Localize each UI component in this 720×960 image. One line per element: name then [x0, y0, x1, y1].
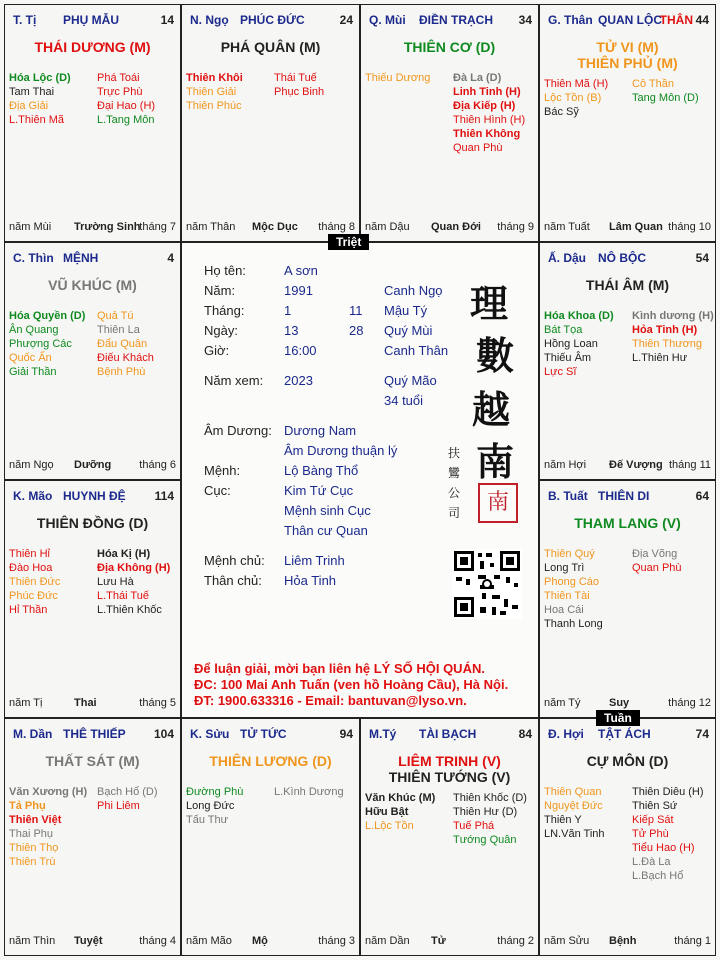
star-item: Nguyệt Đức	[544, 800, 603, 812]
hour-label: Giờ:	[204, 343, 230, 358]
star-item: Tiểu Hao (H)	[632, 842, 695, 854]
palace-number: 54	[695, 251, 709, 265]
star-item: Bệnh Phù	[97, 366, 146, 378]
main-star: TỬ VI (M)	[596, 39, 659, 55]
star-item: L.Thiên Hư	[632, 352, 688, 364]
contact-line-1: Để luận giải, mời bạn liên hệ LÝ SỐ HỘI QUÁN.	[194, 661, 485, 676]
palace-cell-ti[interactable]	[360, 718, 539, 956]
hour-value: 16:00	[284, 343, 317, 358]
star-item: Thiên Hỉ	[9, 548, 50, 560]
star-item: Hỏa Tinh (H)	[632, 324, 698, 336]
life-stage: Mộ	[252, 935, 268, 947]
contact-line-2: ĐC: 100 Mai Anh Tuấn (ven hồ Hoàng Cầu), Hà Nội.	[194, 677, 509, 692]
main-stars	[361, 39, 538, 55]
month-label: tháng 7	[139, 221, 176, 233]
star-item: L.Thiên Khốc	[97, 604, 162, 616]
tuan-tag: Tuần	[596, 710, 640, 726]
right-stars	[274, 71, 324, 99]
star-item: Thiên Quý	[544, 548, 595, 560]
palace-name: TỬ TỨC	[240, 727, 287, 741]
year-label: năm Dần	[365, 935, 410, 947]
main-stars	[540, 753, 715, 769]
star-item: Văn Khúc (M)	[365, 792, 436, 804]
star-item: L.Thái Tuế	[97, 590, 149, 602]
name-value: A sơn	[284, 263, 318, 278]
year-label: năm Hợi	[544, 459, 587, 471]
star-item: Đẩu Quân	[97, 338, 148, 350]
life-stage: Mộc Dục	[252, 221, 298, 233]
main-star: THIÊN PHỦ (M)	[577, 55, 678, 71]
year-solar: 1991	[284, 283, 313, 298]
palace-cell-than[interactable]	[539, 4, 716, 242]
triet-tag: Triệt	[328, 234, 369, 250]
star-item: Long Trì	[544, 562, 585, 574]
life-stage: Tử	[431, 935, 446, 947]
star-item: Giải Thần	[9, 366, 57, 378]
cuc-note-2: Thân cư Quan	[284, 523, 368, 538]
palace-cell-ngo[interactable]	[181, 4, 360, 242]
amduong-note: Âm Dương thuận lý	[284, 443, 398, 458]
life-stage: Đế Vượng	[609, 459, 663, 471]
star-item: Thiếu Âm	[544, 352, 592, 364]
main-stars	[540, 515, 715, 531]
right-stars	[274, 785, 344, 799]
star-item: Hỉ Thần	[9, 604, 48, 616]
left-stars	[365, 791, 435, 833]
star-item: Thiên Quan	[544, 786, 602, 798]
star-item: Thai Phụ	[9, 828, 54, 840]
left-stars	[544, 309, 614, 379]
star-item: Phúc Đức	[9, 590, 58, 602]
left-stars	[9, 547, 60, 617]
month-lunar: Mậu Tý	[384, 303, 428, 318]
right-stars	[97, 309, 154, 379]
star-item: Lực Sĩ	[544, 366, 577, 378]
branch-label: K. Mão	[13, 489, 53, 503]
month-label: tháng 8	[318, 221, 355, 233]
main-star: THIÊN CƠ (D)	[403, 39, 496, 55]
palace-cell-mui[interactable]	[360, 4, 539, 242]
name-label: Họ tên:	[204, 263, 246, 278]
palace-name: TÀI BẠCH	[419, 727, 477, 741]
star-item: Ân Quang	[9, 324, 59, 336]
star-item: Địa Võng	[632, 548, 678, 560]
star-item: Hóa Lộc (D)	[9, 72, 71, 84]
life-stage: Trường Sinh	[74, 221, 141, 233]
star-item: Điếu Khách	[97, 352, 154, 364]
day-lunar-num: 28	[349, 323, 364, 338]
age-value: 34 tuổi	[384, 393, 424, 408]
star-item: Thiên La	[97, 324, 140, 336]
star-item: Thiên Y	[544, 814, 582, 826]
hour-lunar: Canh Thân	[384, 343, 449, 358]
month-label: tháng 1	[674, 935, 711, 947]
branch-label: Q. Mùi	[369, 13, 406, 27]
center-info-panel	[181, 242, 539, 718]
star-item: Linh Tinh (H)	[453, 86, 521, 98]
star-item: Địa Kiếp (H)	[453, 100, 516, 112]
star-item: Thiên Đức	[9, 576, 61, 588]
left-stars	[544, 547, 603, 631]
right-stars	[632, 785, 704, 883]
star-item: Thiên Giải	[186, 86, 237, 98]
main-star: THIÊN LƯƠNG (D)	[209, 753, 332, 769]
palace-number: 4	[167, 251, 174, 265]
star-item: Phong Cáo	[544, 576, 600, 588]
star-item: Trực Phù	[97, 86, 143, 98]
palace-cell-ty[interactable]	[4, 4, 181, 242]
star-item: Tử Phù	[632, 828, 669, 840]
star-item: Văn Xương (H)	[9, 786, 88, 798]
main-star: PHÁ QUÂN (M)	[220, 39, 321, 55]
month-label: tháng 10	[668, 221, 711, 233]
day-label: Ngày:	[204, 323, 238, 338]
month-label: tháng 2	[497, 935, 534, 947]
view-year: 2023	[284, 373, 313, 388]
year-label: năm Sửu	[544, 935, 590, 947]
main-stars	[540, 39, 715, 71]
star-item: Hữu Bật	[365, 806, 409, 818]
star-item: LN.Văn Tinh	[544, 828, 605, 840]
year-label: năm Thân	[186, 221, 236, 233]
star-item: Đào Hoa	[9, 562, 53, 574]
palace-number: 34	[518, 13, 532, 27]
palace-cell-dan[interactable]	[4, 718, 181, 956]
star-item: Quan Phù	[453, 142, 503, 154]
main-stars	[5, 277, 180, 293]
star-item: Bạch Hổ (D)	[97, 786, 158, 798]
palace-name: NÔ BỘC	[598, 251, 646, 265]
menh-chu-value: Liêm Trinh	[284, 553, 345, 568]
right-stars	[632, 547, 682, 575]
main-star: THÁI DƯƠNG (M)	[34, 39, 151, 55]
branch-label: T. Tị	[13, 13, 37, 27]
star-item: Phục Binh	[274, 86, 325, 98]
star-item: Thiên Tài	[544, 590, 590, 602]
main-star: THIÊN ĐỒNG (D)	[36, 515, 149, 531]
month-lunar-num: 11	[349, 303, 363, 318]
palace-name: ĐIỀN TRẠCH	[419, 13, 493, 27]
star-item: Bác Sỹ	[544, 106, 579, 118]
month-label: tháng 11	[668, 459, 711, 471]
amduong-label: Âm Dương:	[204, 423, 272, 438]
year-label: năm Tý	[544, 697, 581, 709]
month-label: tháng 3	[318, 935, 355, 947]
star-item: Thiếu Dương	[365, 72, 431, 84]
contact-line-3: ĐT: 1900.633316 - Email: bantuvan@lyso.vn.	[194, 693, 467, 708]
star-item: Đường Phù	[186, 786, 244, 798]
palace-cell-hoi[interactable]	[539, 718, 716, 956]
main-star: THẤT SÁT (M)	[45, 753, 140, 769]
red-seal	[478, 483, 518, 523]
star-item: Thiên Mã (H)	[544, 78, 609, 90]
right-stars	[632, 309, 714, 365]
star-item: Địa Giải	[9, 100, 49, 112]
star-item: Thiên Khôi	[186, 72, 243, 84]
main-stars	[540, 277, 715, 293]
month-solar: 1	[284, 303, 292, 318]
main-star: CỰ MÔN (D)	[586, 753, 669, 769]
palace-name: HUYNH ĐỆ	[63, 489, 126, 503]
star-item: Hóa Kị (H)	[97, 548, 151, 560]
left-stars	[186, 785, 243, 827]
palace-cell-thin[interactable]	[4, 242, 181, 480]
calligraphy-char: 南	[476, 439, 515, 484]
star-item: Thiên Thương	[632, 338, 703, 350]
cuc-note-1: Mệnh sinh Cục	[284, 503, 371, 518]
star-item: Thiên Hư (D)	[453, 806, 518, 818]
life-stage: Tuyệt	[74, 935, 103, 947]
right-stars	[632, 77, 699, 105]
star-item: Long Đức	[186, 800, 235, 812]
year-label: năm Mùi	[9, 221, 52, 233]
star-item: L.Tang Môn	[97, 114, 155, 126]
view-year-lunar: Quý Mão	[384, 373, 437, 388]
main-stars	[182, 39, 359, 55]
star-item: Tam Thai	[9, 86, 55, 98]
year-label: Năm:	[204, 283, 236, 298]
palace-number: 84	[518, 727, 532, 741]
year-label: năm Dậu	[365, 221, 410, 233]
branch-label: Ấ. Dậu	[548, 251, 587, 265]
star-item: Thiên Sứ	[632, 800, 678, 812]
star-item: Tướng Quân	[453, 834, 517, 846]
star-item: Thanh Long	[544, 618, 603, 630]
qr-code[interactable]	[452, 549, 522, 619]
main-star: VŨ KHÚC (M)	[48, 277, 137, 293]
right-stars	[453, 791, 527, 847]
star-item: Thiên Khốc (D)	[453, 792, 527, 804]
branch-label: C. Thìn	[13, 251, 54, 265]
main-stars	[5, 515, 180, 531]
star-item: Tang Môn (D)	[632, 92, 699, 104]
left-stars	[9, 71, 71, 127]
main-star: THÁI ÂM (M)	[585, 277, 670, 293]
palace-number: 14	[160, 13, 174, 27]
right-stars	[97, 785, 158, 813]
palace-number: 104	[153, 727, 174, 741]
star-item: L.Bạch Hổ	[632, 870, 684, 882]
year-label: năm Ngọ	[9, 459, 54, 471]
palace-number: 24	[339, 13, 353, 27]
palace-number: 44	[695, 13, 709, 27]
year-lunar: Canh Ngọ	[384, 283, 443, 298]
palace-number: 94	[339, 727, 353, 741]
star-item: Kình dương (H)	[632, 310, 714, 322]
star-item: Tuế Phá	[453, 820, 495, 832]
cuc-value: Kim Tứ Cục	[284, 483, 354, 498]
star-item: Thiên Hình (H)	[453, 114, 526, 126]
day-solar: 13	[284, 323, 299, 338]
branch-label: B. Tuất	[548, 489, 588, 503]
branch-label: M.Tý	[369, 727, 397, 741]
main-star: THAM LANG (V)	[574, 515, 681, 531]
palace-name: MỆNH	[63, 251, 99, 265]
month-label: Tháng:	[204, 303, 245, 318]
palace-cell-dau[interactable]	[539, 242, 716, 480]
star-item: Quả Tú	[97, 310, 134, 322]
star-item: L.Kình Dương	[274, 786, 344, 798]
main-stars	[182, 753, 359, 769]
right-stars	[97, 547, 170, 617]
star-item: Tả Phụ	[9, 800, 46, 812]
left-stars	[544, 77, 608, 119]
star-item: Quan Phù	[632, 562, 682, 574]
palace-name: PHỤ MẪU	[63, 13, 119, 27]
star-item: Bát Tọa	[544, 324, 583, 336]
palace-cell-tuat[interactable]	[539, 480, 716, 718]
star-item: L.Thiên Mã	[9, 114, 65, 126]
palace-number: 114	[154, 489, 174, 503]
palace-number: 74	[695, 727, 709, 741]
main-stars	[5, 753, 180, 769]
life-stage: Dưỡng	[74, 459, 112, 471]
menh-chu-label: Mệnh chủ:	[204, 553, 265, 568]
star-item: Hoa Cái	[544, 604, 584, 616]
star-item: Thiên Thọ	[9, 842, 59, 854]
life-stage: Thai	[74, 697, 97, 709]
menh-label: Mệnh:	[204, 463, 241, 478]
star-item: L.Lộc Tồn	[365, 820, 414, 832]
day-lunar: Quý Mùi	[384, 323, 433, 338]
amduong-value: Dương Nam	[284, 423, 357, 438]
star-item: Hóa Quyền (D)	[9, 310, 86, 322]
star-item: Thiên Việt	[9, 814, 62, 826]
calligraphy-side-text: 扶鸞公司	[448, 446, 461, 520]
menh-value: Lộ Bàng Thổ	[284, 463, 359, 478]
branch-label: M. Dần	[13, 727, 53, 741]
calligraphy-char: 數	[476, 333, 515, 378]
branch-label: K. Sửu	[190, 727, 230, 741]
star-item: Lưu Hà	[97, 576, 134, 588]
star-item: Quốc Ấn	[9, 352, 52, 364]
branch-label: G. Thân	[548, 13, 593, 27]
star-item: Thái Tuế	[274, 72, 317, 84]
left-stars	[365, 71, 430, 85]
month-label: tháng 12	[668, 697, 711, 709]
star-item: Phi Liêm	[97, 800, 140, 812]
star-item: L.Đà La	[632, 856, 671, 868]
star-item: Đà La (D)	[453, 72, 502, 84]
month-label: tháng 5	[139, 697, 176, 709]
star-item: Thiên Trù	[9, 856, 56, 868]
palace-name: QUAN LỘC	[598, 13, 662, 27]
branch-label: N. Ngọ	[190, 13, 229, 27]
year-label: năm Thìn	[9, 935, 56, 947]
view-year-label: Năm xem:	[204, 373, 264, 388]
left-stars	[9, 785, 87, 869]
palace-name: PHÚC ĐỨC	[240, 13, 305, 27]
year-label: năm Tuất	[544, 221, 590, 233]
main-star: THIÊN TƯỚNG (V)	[388, 769, 511, 785]
calligraphy-char: 越	[472, 387, 511, 432]
year-label: năm Tị	[9, 697, 43, 709]
star-item: Phượng Các	[9, 338, 72, 350]
palace-number: 64	[695, 489, 709, 503]
month-label: tháng 4	[139, 935, 176, 947]
star-item: Thiên Không	[453, 128, 521, 140]
main-stars	[5, 39, 180, 55]
star-item: Hóa Khoa (D)	[544, 310, 614, 322]
branch-label: Đ. Hợi	[548, 727, 584, 741]
palace-name: TẬT ÁCH	[598, 727, 651, 741]
year-label: năm Mão	[186, 935, 232, 947]
right-stars	[453, 71, 525, 155]
palace-name: THÊ THIẾP	[63, 727, 126, 741]
left-stars	[544, 785, 605, 841]
main-stars	[361, 753, 538, 785]
than-marker: THÂN	[659, 13, 693, 27]
left-stars	[9, 309, 85, 379]
month-label: tháng 6	[139, 459, 176, 471]
star-item: Lộc Tồn (B)	[544, 92, 602, 104]
star-item: Thiên Diêu (H)	[632, 786, 704, 798]
month-label: tháng 9	[497, 221, 534, 233]
star-item: Thiên Phúc	[186, 100, 242, 112]
star-item: Địa Không (H)	[97, 562, 171, 574]
than-chu-label: Thân chủ:	[204, 573, 262, 588]
cuc-label: Cục:	[204, 483, 231, 498]
star-item: Đại Hao (H)	[97, 100, 156, 112]
palace-name: THIÊN DI	[598, 489, 650, 503]
life-stage: Suy	[609, 697, 630, 709]
star-item: Cô Thần	[632, 78, 674, 90]
main-star: LIÊM TRINH (V)	[398, 753, 501, 769]
palace-cell-mao[interactable]	[4, 480, 181, 718]
star-item: Tấu Thư	[186, 814, 229, 826]
left-stars	[186, 71, 243, 113]
calligraphy-char: 理	[470, 281, 509, 326]
palace-cell-suu[interactable]	[181, 718, 360, 956]
life-stage: Lâm Quan	[609, 221, 663, 233]
star-item: Hồng Loan	[544, 338, 598, 350]
life-stage: Bệnh	[609, 935, 637, 947]
than-chu-value: Hỏa Tinh	[284, 573, 337, 588]
star-item: Phá Toái	[97, 72, 140, 84]
right-stars	[97, 71, 155, 127]
seal-char: 南	[486, 490, 509, 515]
life-stage: Quan Đới	[431, 221, 481, 233]
star-item: Kiếp Sát	[632, 814, 674, 826]
